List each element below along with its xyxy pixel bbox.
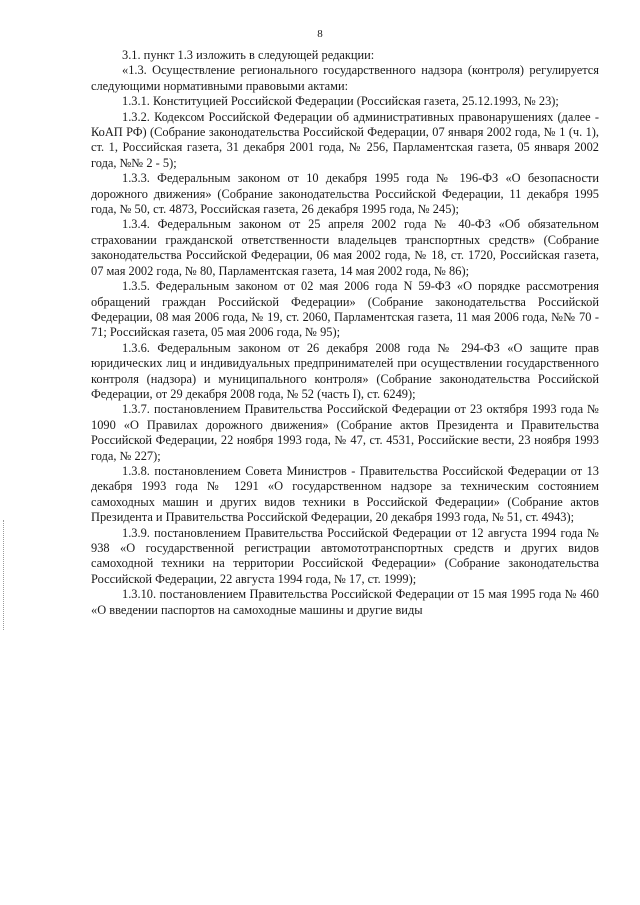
paragraph-1-3-9: 1.3.9. постановлением Правительства Российской Федерации от 12 августа 1994 года № 938 «О государственной регистрации автомототранспортных средств и других видов самоходной техники на территории Российской Федерации» (Собрание законодательства Российской Федерации, 22 августа 1994 года, № 17, ст. 1999); [91, 525, 599, 586]
paragraph-1-3-3: 1.3.3. Федеральным законом от 10 декабря 1995 года № 196-ФЗ «О безопасности дорожного движения» (Собрание законодательства Российской Федерации, 11 декабря 1995 года, № 50, ст. 4873, Российская газета, 26 декабря 1995 года, № 245); [91, 171, 599, 217]
page-number: 8 [317, 28, 323, 40]
paragraph-1-3-7: 1.3.7. постановлением Правительства Российской Федерации от 23 октября 1993 года № 1090 «О Правилах дорожного движения» (Собрание актов Президента и Правительства Российской Федерации, 22 ноября 1993 года, № 47, ст. 4531, Российские вести, 23 ноября 1993 года, № 227); [91, 402, 599, 463]
paragraph-1-3-10: 1.3.10. постановлением Правительства Российской Федерации от 15 мая 1995 года № 460 «О введении паспортов на самоходные машины и другие виды [91, 587, 599, 617]
document-body [91, 48, 599, 618]
paragraph-1-3-6: 1.3.6. Федеральным законом от 26 декабря 2008 года № 294-ФЗ «О защите прав юридических лиц и индивидуальных предпринимателей при осуществлении государственного контроля (надзора) и муниципального контроля» (Собрание законодательства Российской Федерации, от 29 декабря 2008 года, № 52 (часть I), ст. 6249); [91, 340, 599, 401]
paragraph-1-3-5: 1.3.5. Федеральным законом от 02 мая 2006 года N 59-ФЗ «О порядке рассмотрения обращений граждан Российской Федерации» (Собрание законодательства Российской Федерации, 08 мая 2006 года, № 19, ст. 2060, Парламентская газета, 11 мая 2006 года, №№ 70 - 71; Российская газета, 05 мая 2006 года, № 95); [91, 279, 599, 340]
paragraph-1-3-4: 1.3.4. Федеральным законом от 25 апреля 2002 года № 40-ФЗ «Об обязательном страховании гражданской ответственности владельцев транспортных средств» (Собрание законодательства Российской Федерации, 06 мая 2002 года, № 18, ст. 1720, Российская газета, 07 мая 2002 года, № 80, Парламентская газета, 14 мая 2002 года, № 86); [91, 217, 599, 278]
paragraph-1-3-1: 1.3.1. Конституцией Российской Федерации (Российская газета, 25.12.1993, № 23); [122, 94, 559, 109]
paragraph-1-3-2: 1.3.2. Кодексом Российской Федерации об административных правонарушениях (далее - КоАП РФ) (Собрание законодательства Российской Федерации, 07 января 2002 года, № 1 (ч. 1), ст. 1, Российская газета, 31 декабря 2001 года, № 256, Парламентская газета, 05 января 2002 года, №№ 2 - 5); [91, 109, 599, 170]
paragraph-1-3-8: 1.3.8. постановлением Совета Министров - Правительства Российской Федерации от 13 декабря 1993 года № 1291 «О государственном надзоре за техническим состоянием самоходных машин и других видов техники в Российской Федерации» (Собрание актов Президента и Правительства Российской Федерации, 20 декабря 1993 года, № 51, ст. 4943); [91, 463, 599, 525]
paragraph-intro: 3.1. пункт 1.3 изложить в следующей редакции: [122, 48, 375, 62]
paragraph-1-3: «1.3. Осуществление регионального государственного надзора (контроля) регулируется следующими нормативными правовыми актами: [91, 63, 599, 93]
scan-edge-marks [3, 520, 6, 630]
